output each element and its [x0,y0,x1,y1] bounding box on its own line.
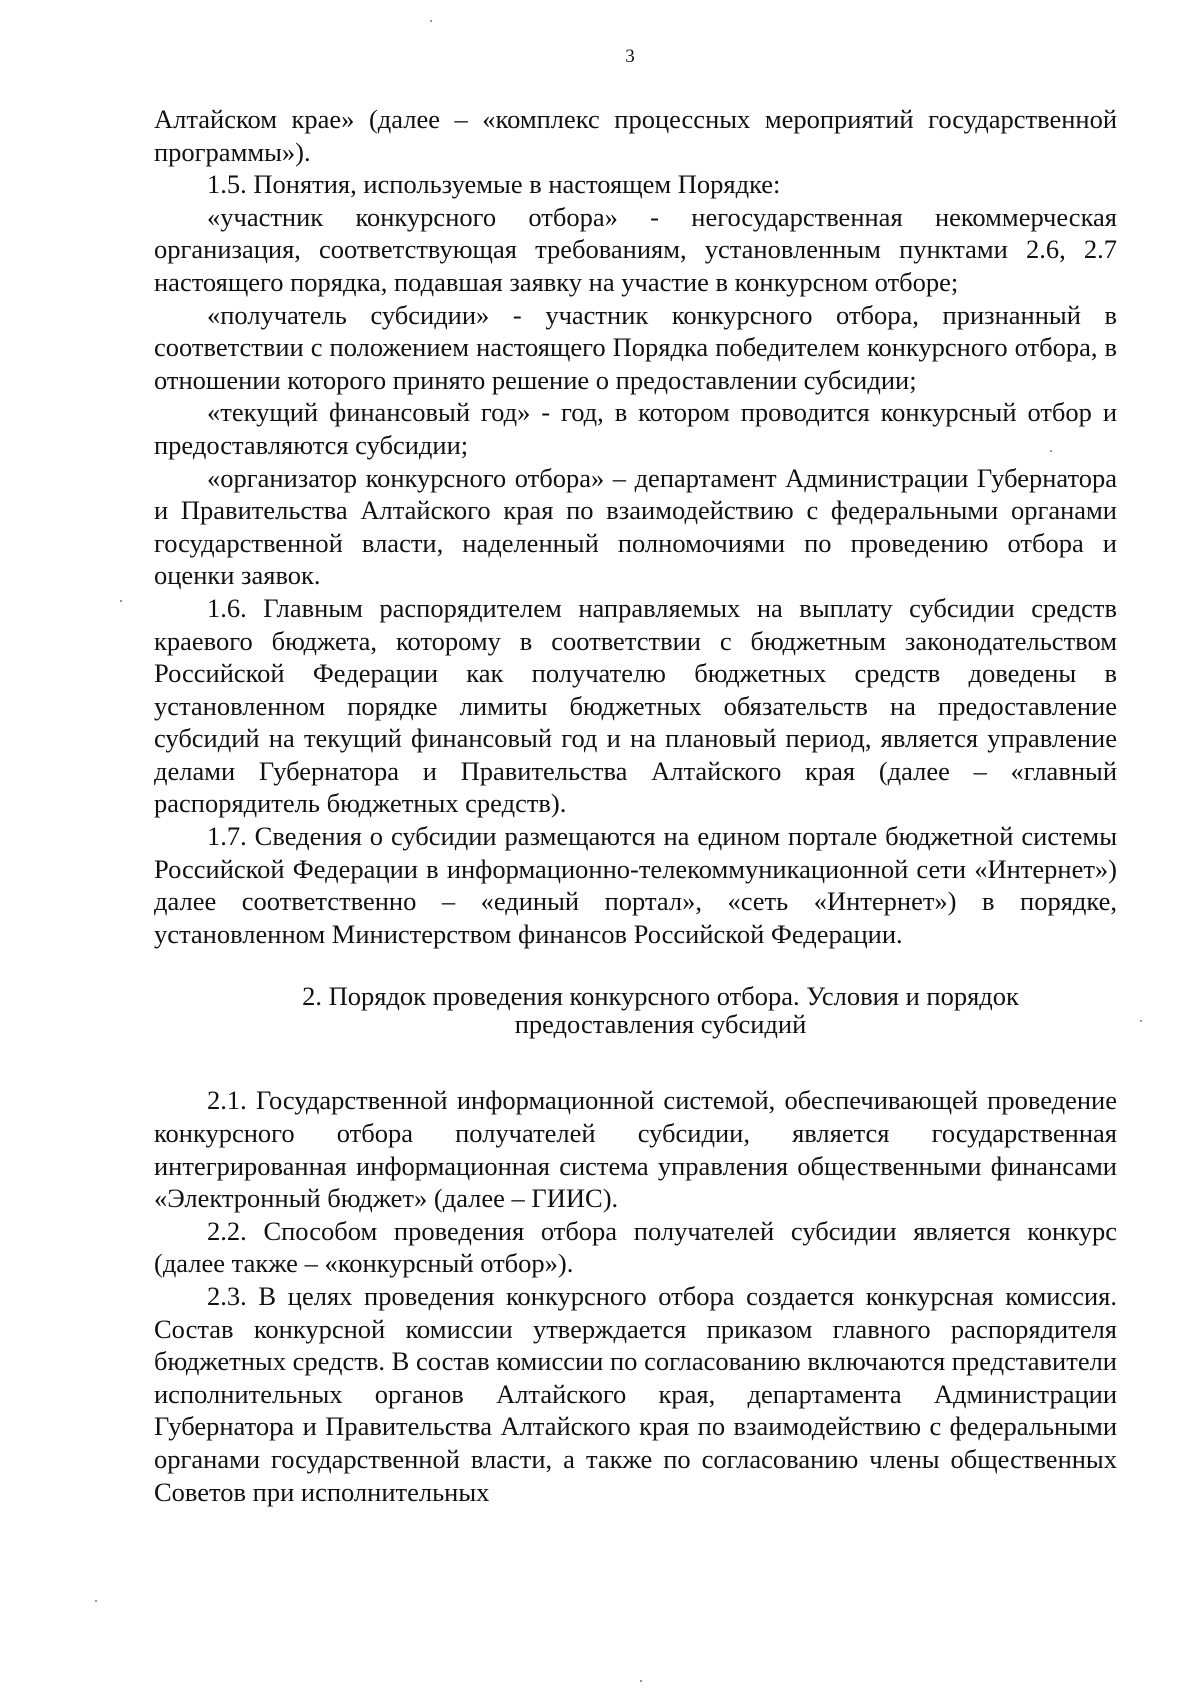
scan-speck [1050,450,1052,452]
section-heading-line-2: предоставления субсидий [514,1009,807,1040]
scan-speck [1140,1020,1142,1022]
paragraph-2-1: 2.1. Государственной информационной системой, обеспечивающей проведение конкурсного отбора получателей субсидии, является государственная интегрированная информационная система управления общественными финансами «Электронный бюджет» (далее – ГИИС). [154,1085,1117,1214]
paragraph-definition-recipient: «получатель субсидии» - участник конкурсного отбора, признанный в соответствии с положением настоящего Порядка победителем конкурсного отбора, в отношении которого принято решение о предоставлении субсидии; [154,299,1117,395]
scan-speck [120,600,122,602]
paragraph-1-7: 1.7. Сведения о субсидии размещаются на едином портале бюджетной системы Российской Федерации в информационно-телекоммуникационной сети «Интернет») далее соответственно – «единый портал», «сеть «Интернет») в порядке, установленном Министерством финансов Российской Федерации. [154,821,1117,949]
paragraph-1-6: 1.6. Главным распорядителем направляемых на выплату субсидии средств краевого бюджета, которому в соответствии с бюджетным законодательством Российской Федерации как получателю бюджетных средств доведены в установленном порядке лимиты бюджетных обязательств на предоставление субсидий на текущий финансовый год и на плановый период, является управление делами Губернатора и Правительства Алтайского края (далее – «главный распорядитель бюджетных средств). [154,592,1117,819]
page-number: 3 [625,46,635,67]
section-heading-line-1: 2. Порядок проведения конкурсного отбора. Условия и порядок [302,981,1019,1012]
scan-speck [95,1600,97,1602]
paragraph-1-5: 1.5. Понятия, используемые в настоящем Порядке: [207,169,781,200]
paragraph-definition-organizer: «организатор конкурсного отбора» – департамент Администрации Губернатора и Правительства Алтайского края по взаимодействию с федеральными органами государственной власти, наделенный полномочиями по проведению отбора и оценки заявок. [154,462,1117,591]
paragraph-2-2: 2.2. Способом проведения отбора получателей субсидии является конкурс (далее также – «конкурсный отбор»). [154,1215,1117,1279]
scan-speck [430,20,432,22]
paragraph-continuation: Алтайском крае» (далее – «комплекс процессных мероприятий государственной программы»). [154,104,1117,167]
paragraph-definition-fiscal-year: «текущий финансовый год» - год, в котором проводится конкурсный отбор и предоставляются субсидии; [154,397,1117,460]
paragraph-2-3: 2.3. В целях проведения конкурсного отбора создается конкурсная комиссия. Состав конкурсной комиссии утверждается приказом главного распорядителя бюджетных средств. В состав комиссии по согласованию включаются представители исполнительных органов Алтайского края, департамента Администрации Губернатора и Правительства Алтайского края по взаимодействию с федеральными органами государственной власти, а также по согласованию члены общественных Советов при исполнительных [154,1281,1117,1507]
document-body [154,103,1117,1508]
scan-speck [640,1680,642,1682]
section-heading [154,982,1117,1038]
paragraph-definition-participant: «участник конкурсного отбора» - негосударственная некоммерческая организация, соответствующая требованиям, установленным пунктами 2.6, 2.7 настоящего порядка, подавшая заявку на участие в конкурсном отборе; [154,201,1117,297]
